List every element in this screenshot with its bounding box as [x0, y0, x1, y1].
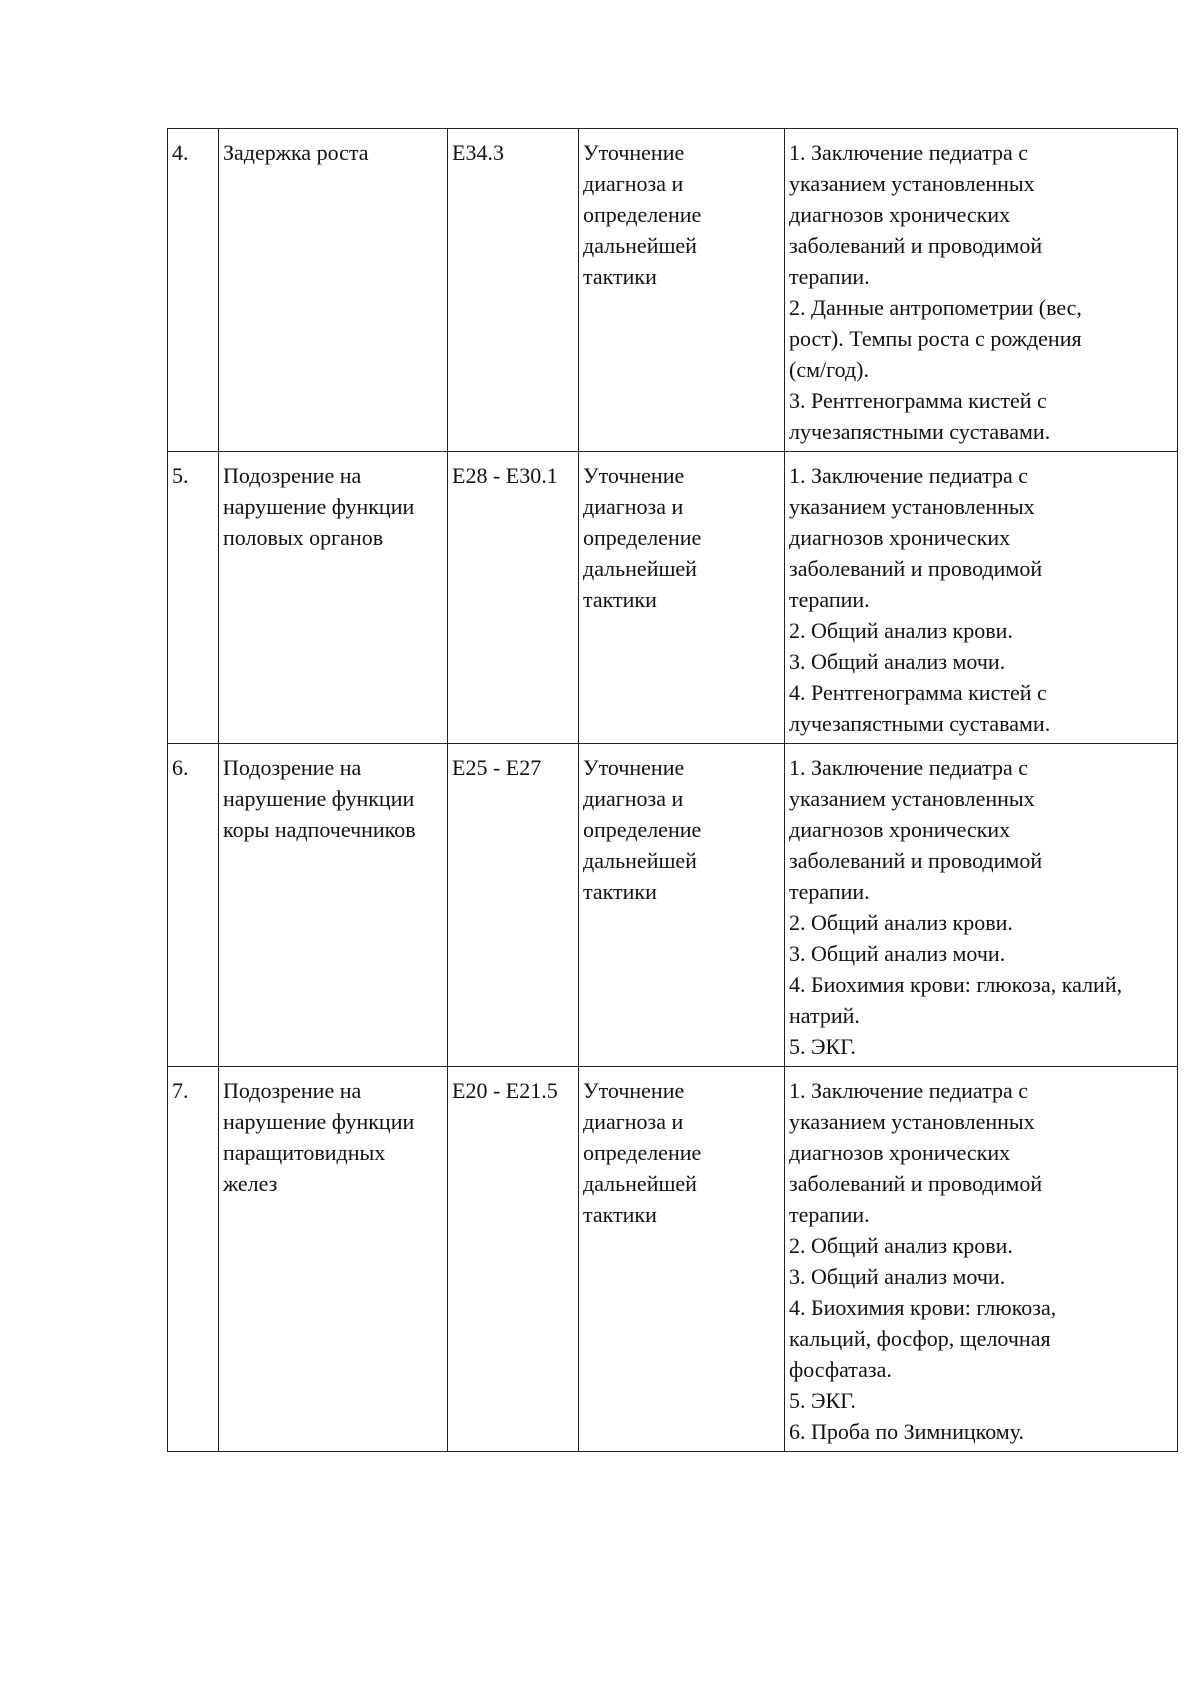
condition-name-cell: [219, 129, 448, 452]
required-document-line: диагнозов хронических: [789, 817, 1011, 842]
purpose-line: тактики: [583, 879, 657, 904]
purpose-line: определение: [583, 202, 702, 227]
condition-name-line: желез: [223, 1171, 278, 1196]
required-document-line: 1. Заключение педиатра с: [789, 140, 1029, 165]
table-row: [168, 129, 1178, 452]
purpose-line: определение: [583, 817, 702, 842]
required-document-line: кальций, фосфор, щелочная: [789, 1326, 1051, 1351]
purpose-cell: [579, 129, 785, 452]
purpose-line: тактики: [583, 587, 657, 612]
required-document-item: [789, 292, 1174, 323]
required-document-item: [789, 907, 1174, 938]
purpose-line: диагноза и: [583, 1109, 684, 1134]
required-document-line: терапии.: [789, 879, 870, 904]
row-number-cell: [168, 452, 219, 744]
required-document-line: рост). Темпы роста с рождения: [789, 326, 1082, 351]
required-document-line: 4. Биохимия крови: глюкоза, калий,: [789, 972, 1123, 997]
required-document-line: 3. Общий анализ мочи.: [789, 649, 1006, 674]
condition-name-line: паращитовидных: [223, 1140, 386, 1165]
required-document-item: [789, 230, 1174, 261]
required-document-line: 4. Биохимия крови: глюкоза,: [789, 1295, 1057, 1320]
required-document-item: [789, 1137, 1174, 1168]
purpose-line: диагноза и: [583, 786, 684, 811]
purpose-line: диагноза и: [583, 494, 684, 519]
required-document-item: [789, 1261, 1174, 1292]
required-document-line: диагнозов хронических: [789, 1140, 1011, 1165]
condition-name-line: Подозрение на: [223, 755, 362, 780]
required-document-line: 2. Общий анализ крови.: [789, 618, 1013, 643]
required-document-item: [789, 969, 1174, 1000]
icd-code-cell: [448, 744, 579, 1067]
required-document-item: [789, 460, 1174, 491]
condition-name-cell: [219, 744, 448, 1067]
icd-code: E20 - E21.5: [452, 1078, 558, 1103]
required-document-line: заболеваний и проводимой: [789, 848, 1043, 873]
required-documents-cell: [785, 129, 1178, 452]
required-document-item: [789, 385, 1174, 416]
required-document-line: указанием установленных: [789, 1109, 1035, 1134]
table-row: [168, 744, 1178, 1067]
required-document-line: 6. Проба по Зимницкому.: [789, 1419, 1025, 1444]
row-number: 4.: [172, 140, 189, 165]
condition-name-line: половых органов: [223, 525, 384, 550]
required-document-line: 3. Общий анализ мочи.: [789, 941, 1006, 966]
condition-name-line: Задержка роста: [223, 140, 369, 165]
purpose-line: дальнейшей: [583, 233, 697, 258]
required-document-item: [789, 677, 1174, 708]
required-document-item: [789, 646, 1174, 677]
condition-name-line: нарушение функции: [223, 1109, 415, 1134]
required-document-line: указанием установленных: [789, 786, 1035, 811]
purpose-line: дальнейшей: [583, 848, 697, 873]
required-document-line: указанием установленных: [789, 494, 1035, 519]
required-document-line: заболеваний и проводимой: [789, 233, 1043, 258]
required-document-line: 5. ЭКГ.: [789, 1388, 856, 1413]
required-document-item: [789, 522, 1174, 553]
condition-name-cell: [219, 452, 448, 744]
required-document-line: (см/год).: [789, 357, 869, 382]
purpose-cell: [579, 1067, 785, 1452]
required-document-line: 4. Рентгенограмма кистей с: [789, 680, 1047, 705]
purpose-line: дальнейшей: [583, 556, 697, 581]
required-document-item: [789, 1416, 1174, 1447]
purpose-line: диагноза и: [583, 171, 684, 196]
required-document-line: терапии.: [789, 264, 870, 289]
purpose-line: Уточнение: [583, 140, 685, 165]
row-number: 5.: [172, 463, 189, 488]
purpose-line: определение: [583, 525, 702, 550]
required-document-line: фосфатаза.: [789, 1357, 892, 1382]
required-document-line: заболеваний и проводимой: [789, 556, 1043, 581]
required-document-line: 2. Данные антропометрии (вес,: [789, 295, 1082, 320]
required-document-line: 3. Общий анализ мочи.: [789, 1264, 1006, 1289]
required-documents-cell: [785, 744, 1178, 1067]
required-document-line: указанием установленных: [789, 171, 1035, 196]
required-document-item: [789, 137, 1174, 168]
required-document-line: натрий.: [789, 1003, 860, 1028]
icd-code-cell: [448, 452, 579, 744]
condition-name-line: Подозрение на: [223, 463, 362, 488]
required-documents-list: [789, 137, 1174, 447]
required-document-item: [789, 1323, 1174, 1354]
required-documents-cell: [785, 452, 1178, 744]
required-document-item: [789, 752, 1174, 783]
required-document-item: [789, 845, 1174, 876]
table-row: [168, 452, 1178, 744]
required-documents-cell: [785, 1067, 1178, 1452]
required-document-item: [789, 491, 1174, 522]
required-document-item: [789, 199, 1174, 230]
required-document-item: [789, 584, 1174, 615]
required-document-line: 5. ЭКГ.: [789, 1034, 856, 1059]
required-document-item: [789, 1230, 1174, 1261]
required-document-item: [789, 1199, 1174, 1230]
required-document-line: заболеваний и проводимой: [789, 1171, 1043, 1196]
required-documents-list: [789, 460, 1174, 739]
row-number-cell: [168, 1067, 219, 1452]
row-number: 6.: [172, 755, 189, 780]
purpose-line: тактики: [583, 1202, 657, 1227]
required-document-item: [789, 168, 1174, 199]
row-number-cell: [168, 129, 219, 452]
required-document-item: [789, 1354, 1174, 1385]
icd-code: E28 - E30.1: [452, 463, 558, 488]
required-document-item: [789, 1292, 1174, 1323]
required-document-item: [789, 938, 1174, 969]
condition-name-line: Подозрение на: [223, 1078, 362, 1103]
required-documents-list: [789, 1075, 1174, 1447]
purpose-cell: [579, 744, 785, 1067]
required-document-line: лучезапястными суставами.: [789, 419, 1051, 444]
required-document-line: диагнозов хронических: [789, 202, 1011, 227]
purpose-line: Уточнение: [583, 755, 685, 780]
purpose-line: дальнейшей: [583, 1171, 697, 1196]
required-document-line: лучезапястными суставами.: [789, 711, 1051, 736]
required-document-line: терапии.: [789, 587, 870, 612]
required-document-line: 2. Общий анализ крови.: [789, 910, 1013, 935]
required-document-item: [789, 354, 1174, 385]
row-number: 7.: [172, 1078, 189, 1103]
required-document-item: [789, 416, 1174, 447]
referral-table: [167, 128, 1178, 1452]
required-document-item: [789, 876, 1174, 907]
condition-name-line: коры надпочечников: [223, 817, 416, 842]
required-document-line: 1. Заключение педиатра с: [789, 1078, 1029, 1103]
required-document-item: [789, 323, 1174, 354]
condition-name-line: нарушение функции: [223, 494, 415, 519]
required-document-item: [789, 553, 1174, 584]
required-document-line: терапии.: [789, 1202, 870, 1227]
required-document-item: [789, 1000, 1174, 1031]
required-document-line: 1. Заключение педиатра с: [789, 463, 1029, 488]
required-document-item: [789, 1075, 1174, 1106]
required-document-item: [789, 1031, 1174, 1062]
purpose-line: определение: [583, 1140, 702, 1165]
required-document-item: [789, 615, 1174, 646]
purpose-cell: [579, 452, 785, 744]
required-document-item: [789, 814, 1174, 845]
required-document-line: 1. Заключение педиатра с: [789, 755, 1029, 780]
required-documents-list: [789, 752, 1174, 1062]
required-document-item: [789, 1106, 1174, 1137]
icd-code: E34.3: [452, 140, 504, 165]
icd-code-cell: [448, 1067, 579, 1452]
purpose-line: Уточнение: [583, 1078, 685, 1103]
required-document-item: [789, 1385, 1174, 1416]
required-document-line: 2. Общий анализ крови.: [789, 1233, 1013, 1258]
required-document-line: диагнозов хронических: [789, 525, 1011, 550]
condition-name-line: нарушение функции: [223, 786, 415, 811]
icd-code: E25 - E27: [452, 755, 542, 780]
table-row: [168, 1067, 1178, 1452]
table-body: [168, 129, 1178, 1452]
purpose-line: тактики: [583, 264, 657, 289]
required-document-item: [789, 708, 1174, 739]
required-document-item: [789, 261, 1174, 292]
row-number-cell: [168, 744, 219, 1067]
icd-code-cell: [448, 129, 579, 452]
required-document-item: [789, 1168, 1174, 1199]
required-document-line: 3. Рентгенограмма кистей с: [789, 388, 1047, 413]
purpose-line: Уточнение: [583, 463, 685, 488]
condition-name-cell: [219, 1067, 448, 1452]
required-document-item: [789, 783, 1174, 814]
